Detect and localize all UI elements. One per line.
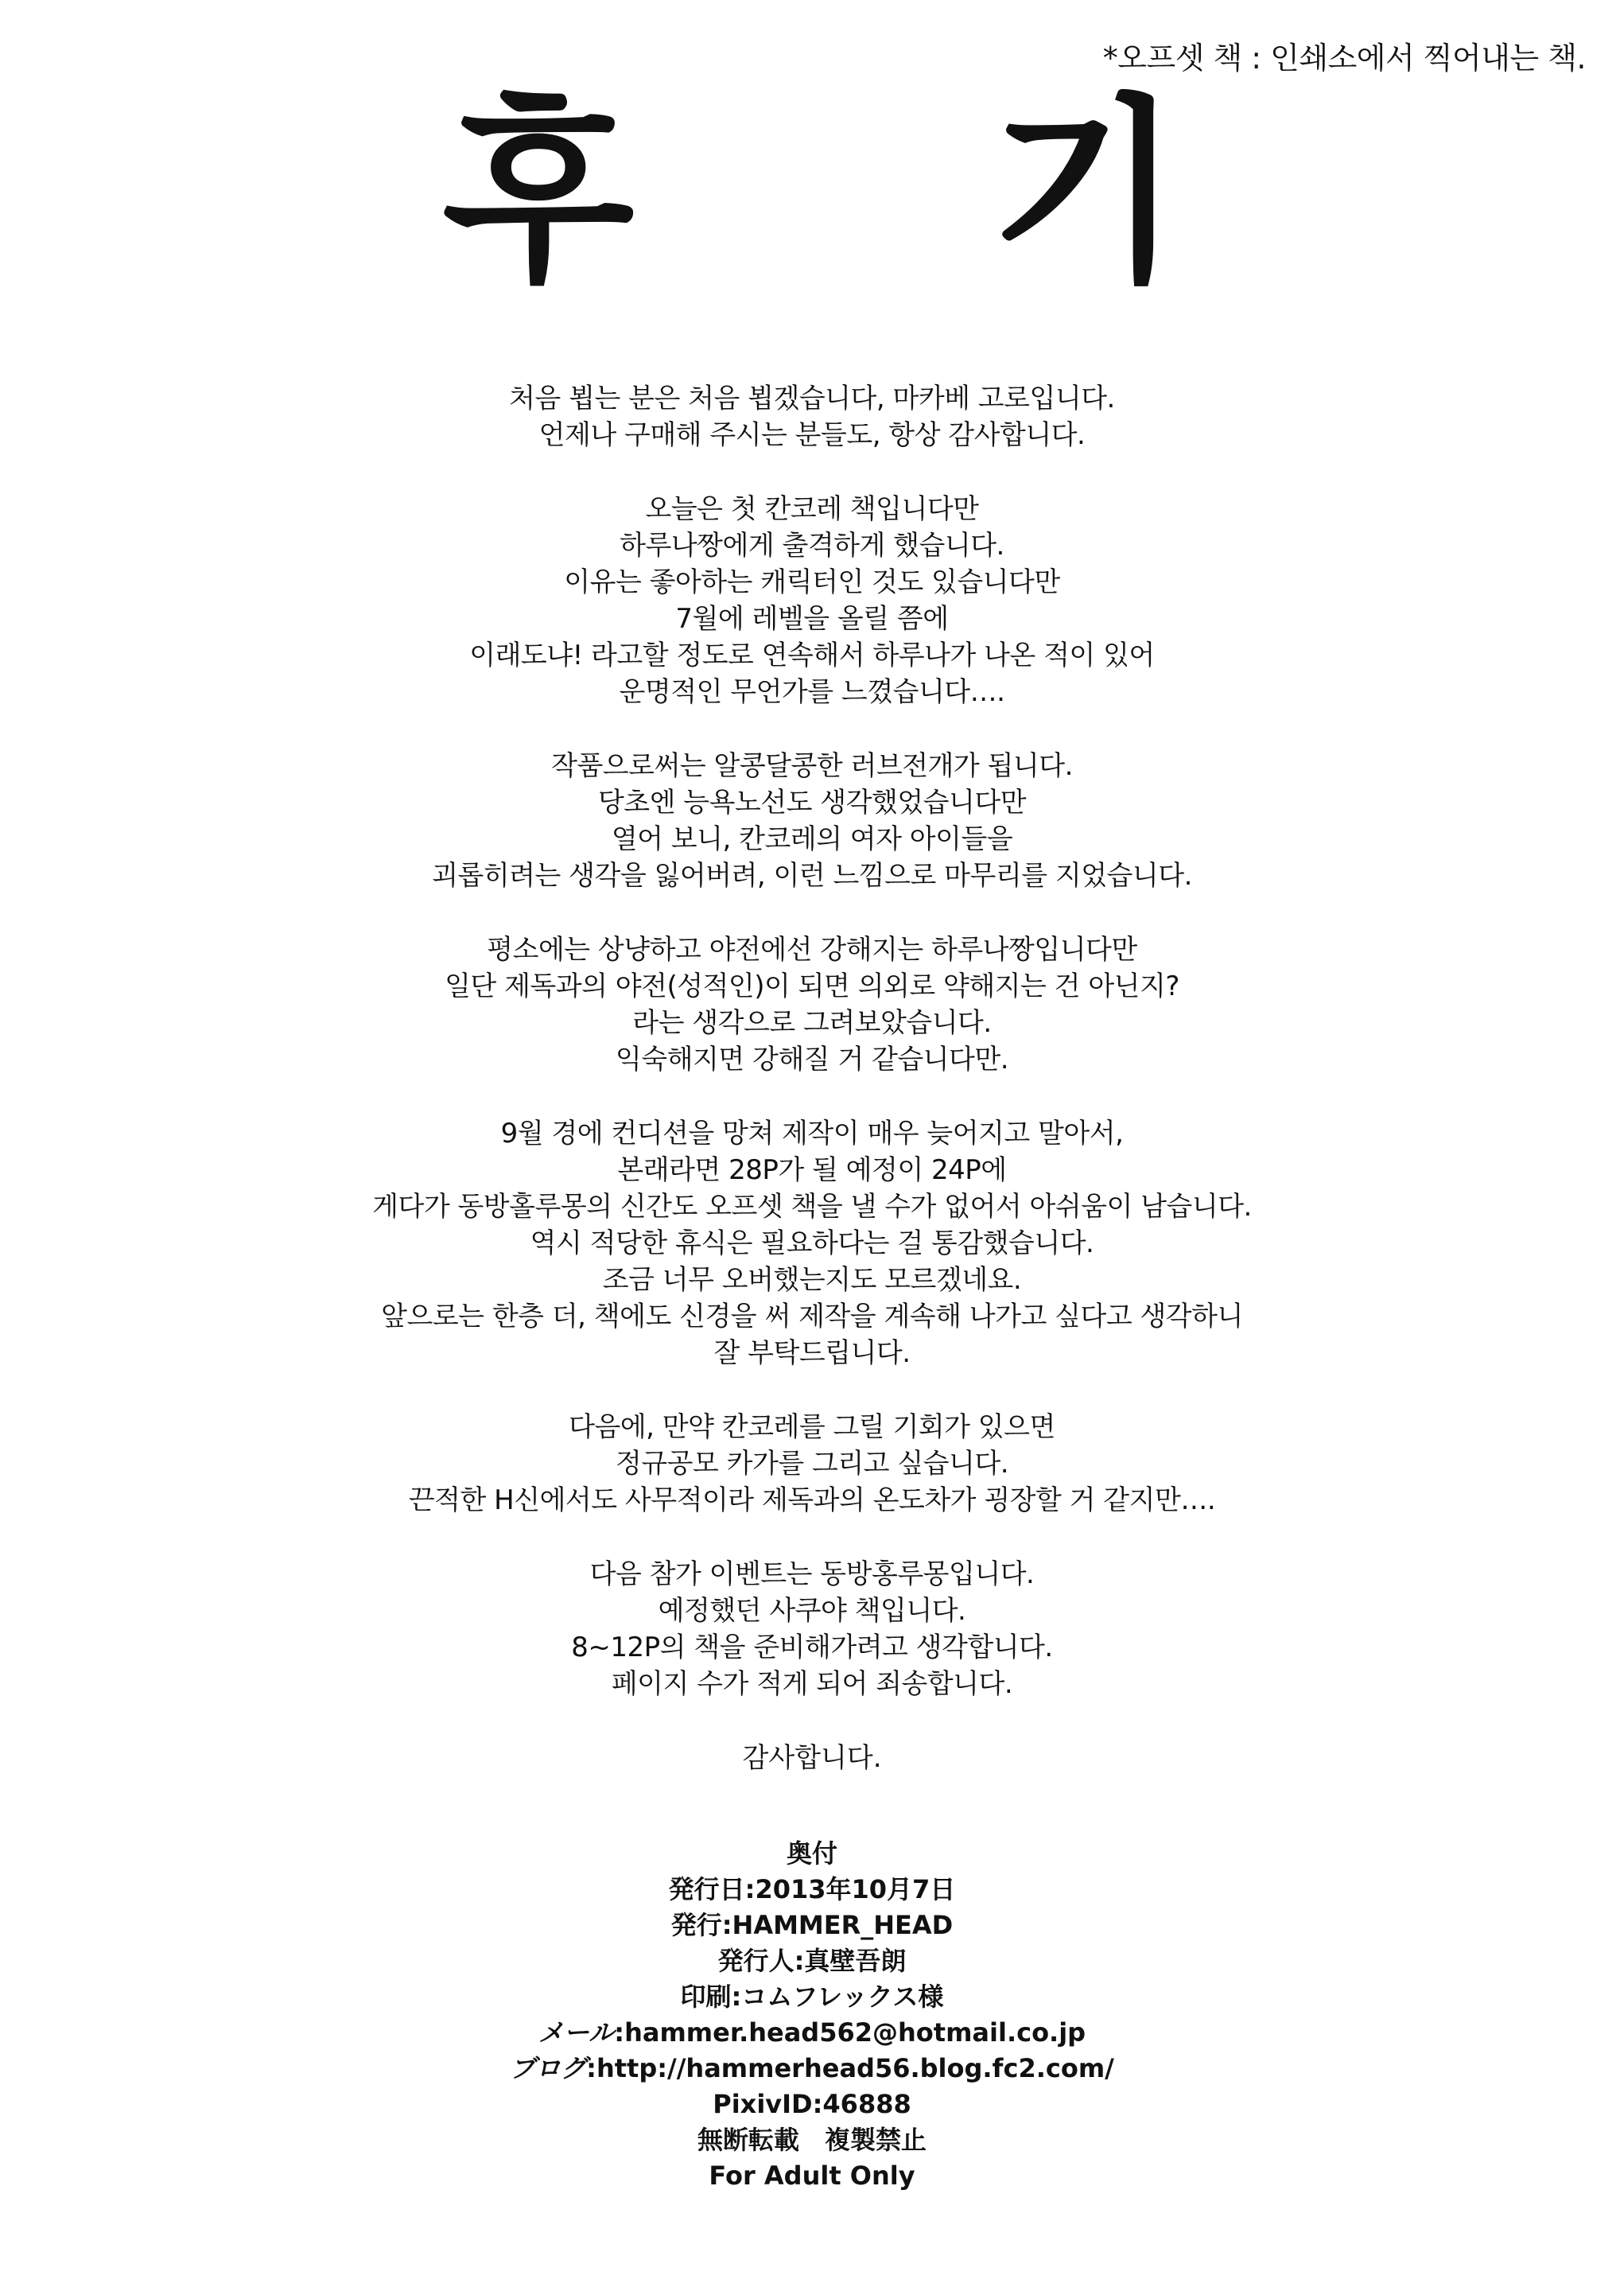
text-line: 다음 참가 이벤트는 동방홍루몽입니다.	[589, 1558, 1035, 1590]
text-line: 9월 경에 컨디션을 망쳐 제작이 매우 늦어지고 말아서,	[500, 1118, 1124, 1149]
page-title: 후 기	[441, 77, 1326, 309]
text-line: 페이지 수가 적게 되어 죄송합니다.	[611, 1668, 1013, 1700]
colophon-issuer: 発行人:真壁吾朗	[717, 1946, 907, 1976]
text-line: 하루나짱에게 출격하게 했습니다.	[620, 530, 1004, 562]
offset-book-footnote: *오프셋 책 : 인쇄소에서 찍어내는 책.	[1102, 41, 1586, 76]
afterword-body	[0, 380, 1624, 1776]
text-line: 앞으로는 한층 더, 책에도 신경을 써 제작을 계속해 나가고 싶다고 생각하니	[381, 1301, 1243, 1332]
colophon-pixiv: PixivID:46888	[713, 2089, 911, 2119]
paragraph-story	[0, 748, 1624, 894]
colophon	[0, 1836, 1624, 2194]
text-line: 처음 뵙는 분은 처음 뵙겠습니다, 마카베 고로입니다.	[509, 383, 1115, 414]
paragraph-production	[0, 1115, 1624, 1371]
paragraph-night-battle	[0, 932, 1624, 1078]
colophon-printer: 印刷:コムフレックス様	[680, 1982, 944, 2012]
text-line: 작품으로써는 알콩달콩한 러브전개가 됩니다.	[551, 750, 1073, 782]
text-line: 일단 제독과의 야전(성적인)이 되면 의외로 약해지는 건 아닌지?	[445, 970, 1179, 1002]
paragraph-next-event	[0, 1556, 1624, 1702]
text-line: 게다가 동방홀루몽의 신간도 오프셋 책을 낼 수가 없어서 아쉬움이 남습니다.	[372, 1191, 1252, 1223]
blog-label: ブログ	[510, 2053, 587, 2083]
colophon-blog	[0, 2051, 1624, 2087]
colophon-publisher: 発行:HAMMER_HEAD	[670, 1910, 954, 1940]
text-line: 정규공모 카가를 그리고 싶습니다.	[615, 1448, 1009, 1480]
text-line: 7월에 레벨을 올릴 쯤에	[675, 603, 949, 635]
text-line: 이래도냐! 라고할 정도로 연속해서 하루나가 나온 적이 있어	[469, 640, 1155, 671]
text-line: 8~12P의 책을 준비해가려고 생각합니다.	[571, 1632, 1053, 1663]
mail-label: メール	[538, 2017, 615, 2048]
blog-url[interactable]: :http://hammerhead56.blog.fc2.com/	[586, 2053, 1114, 2083]
text-line: 익숙해지면 강해질 거 같습니다만.	[615, 1044, 1009, 1075]
paragraph-haruna	[0, 491, 1624, 710]
text-line: 잘 부탁드립니다.	[713, 1337, 911, 1369]
text-line: 라는 생각으로 그려보았습니다.	[632, 1007, 992, 1039]
paragraph-greeting	[0, 380, 1624, 453]
closing-thanks: 감사합니다.	[742, 1742, 882, 1774]
colophon-mail	[0, 2015, 1624, 2051]
text-line: 역시 적당한 휴식은 필요하다는 걸 통감했습니다.	[530, 1227, 1094, 1259]
colophon-date: 発行日:2013年10月7日	[668, 1874, 956, 1904]
text-line: 조금 너무 오버했는지도 모르겠네요.	[602, 1264, 1022, 1296]
colophon-heading: 奥付	[786, 1838, 837, 1869]
text-line: 당초엔 능욕노선도 생각했었습니다만	[597, 787, 1027, 819]
text-line: 예정했던 사쿠야 책입니다.	[658, 1595, 966, 1627]
text-line: 언제나 구매해 주시는 분들도, 항상 감사합니다.	[538, 419, 1086, 451]
text-line: 본래라면 28P가 될 예정이 24P에	[617, 1154, 1007, 1186]
paragraph-next-time	[0, 1409, 1624, 1519]
text-line: 오늘은 첫 칸코레 책입니다만	[645, 493, 979, 525]
text-line: 끈적한 H신에서도 사무적이라 제독과의 온도차가 굉장할 거 같지만….	[408, 1484, 1216, 1516]
mail-address[interactable]: :hammer.head562@hotmail.co.jp	[614, 2017, 1086, 2048]
text-line: 운명적인 무언가를 느꼈습니다….	[619, 676, 1005, 708]
text-line: 이유는 좋아하는 캐릭터인 것도 있습니다만	[564, 566, 1060, 598]
text-line: 열어 보니, 칸코레의 여자 아이들을	[611, 823, 1013, 855]
text-line: 평소에는 상냥하고 야전에선 강해지는 하루나짱입니다만	[487, 934, 1137, 966]
text-line: 다음에, 만약 칸코레를 그릴 기회가 있으면	[569, 1411, 1055, 1443]
colophon-adult: For Adult Only	[709, 2161, 915, 2191]
colophon-notice: 無断転載 複製禁止	[697, 2125, 927, 2155]
text-line: 괴롭히려는 생각을 잃어버려, 이런 느낌으로 마무리를 지었습니다.	[432, 860, 1192, 892]
